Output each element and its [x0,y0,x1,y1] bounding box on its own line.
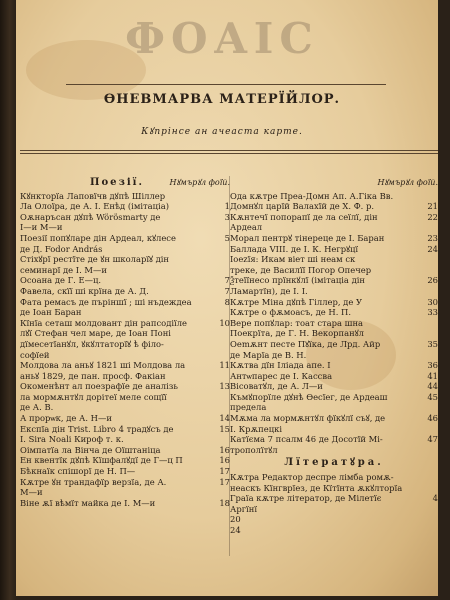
toc-entry-title: Поезії поп⁠ꙋларе дін Ардеал, кꙋлесе де Д. Fodor András [20,232,176,254]
toc-entry [20,445,230,456]
toc-entry [20,212,230,233]
page-number-label: Нꙋмърꙋл фоїй. [377,178,438,187]
toc-entry [230,392,438,413]
toc-entry [20,254,230,275]
toc-entry [20,477,230,498]
toc-entry-title: Ла Олоїра, де А. І. Енѣд (імітаціа) [20,201,169,212]
toc-entry [20,286,230,297]
toc-entry-page: 26 [427,275,438,286]
toc-entry [20,466,230,477]
section-title-poems: Поезії. [90,177,144,188]
toc-entry-title: Ода кѫтре Преа-Домн Ап. А.Гіка Вв. [230,190,394,201]
toc-entry [20,413,230,424]
toc-entry-title: Молдова ла аньꙋ 1821 ші Молдова ла аньꙋ 1829, де пан. просф. Факіан [20,360,186,381]
toc-entry-page: 5 [224,232,230,243]
toc-entry-page: 16 [219,444,230,455]
toc-entry-page: 17 [219,476,230,487]
toc-entry [230,434,438,455]
toc-entry [230,254,438,275]
toc-entry-page: 18 [219,497,230,508]
toc-entry [230,339,438,360]
toc-entry-page: 46 [427,413,438,424]
toc-entry-page: 15 [219,423,230,434]
toc-entry [230,371,438,382]
toc-entry-page [216,191,230,202]
toc-entry [20,275,230,286]
toc-entry-title: Окоменѣнт ал поезрафїе де аналізь ла мормѫнтꙋл дорітеї меле сощїї де А. В. [20,381,178,413]
right-column [230,178,438,536]
toc-entry-title: Віне ѫї вѣмїт маӥка де І. М—и [20,497,156,508]
toc-entry-title: Іоеzїя: Икам віет ші неам ск треке, де Василїї Погор Опечер [230,254,372,275]
toc-entry-title: Бѣкнаїк спішорї де Н. П— [20,466,136,477]
toc-entry [230,297,438,308]
toc-entry-page: 14 [219,413,230,424]
toc-entry-page: 8 [224,296,230,307]
toc-entry-page: 3 [224,211,230,222]
toc-entry-title: Катїєма 7 псалм 46 де Досотїй Мі- трополїтꙋл [230,434,383,455]
toc-entry-page: 44 [427,381,438,392]
toc-entry-page: 10 [219,317,230,328]
page-number-label: Нꙋмърꙋл фоїй. [169,178,230,187]
book-binding [0,0,16,600]
toc-entry [20,360,230,381]
toc-entry [20,297,230,318]
toc-entry-page: 11 [219,360,230,371]
toc-entry-page: 23 [427,232,438,243]
toc-entry-title: Кѫтра Редактор деспре лімба ромѫ- неаскъ Кїнгврїез, де Кїтїнта ѫкꙋлторїа [230,472,403,493]
header-rule [20,153,438,154]
toc-entry [230,381,438,392]
toc-page-number: 24 [230,525,241,535]
toc-entry-title: Кѫтре Міна дꙋпѣ Гіллер, де У [230,296,363,307]
toc-entry-title: Кѫтва дїн Іліада апе. І [230,360,331,371]
toc-entry-page [422,318,438,339]
toc-entry [20,424,230,445]
toc-entry-title: Фавела, скїї ші крїна де А. Д. [20,285,149,296]
toc-entry-title: Кꙋнкторїа Лаповїчв дꙋпѣ Шіллер [20,190,166,201]
toc-entry-page: 4 [432,493,438,504]
toc-entry-page: 22 [427,211,438,222]
toc-entry [230,493,438,514]
right-entry-list-2 [230,472,438,536]
toc-entry-title: Оеmѫнт песте Пꙋїка, де Лрд. Айр де Марїа де В. Н. [230,338,381,360]
toc-entry [20,455,230,466]
toc-entry-title: Антѡпарес де І. Кассва [230,370,333,381]
left-column [20,178,230,508]
toc-entry [230,275,438,296]
toc-entry-page: 41 [427,370,438,381]
toc-entry-page [422,191,438,202]
toc-entry-page [422,254,438,275]
toc-entry-page: 36 [427,360,438,371]
toc-entry-page: 21 [427,201,438,212]
toc-entry-title: Ѯтеїїнесо прїнкꙋлї (імітаціа дін Ламартїн), де І. І. [230,275,366,296]
toc-entry-title: Ен квентїк дꙋпѣ Кїшфалꙋдї де Г—ц П [20,455,183,466]
document-page [6,0,438,596]
toc-entry [20,381,230,413]
toc-entry-page: 35 [427,338,438,349]
toc-page-number: 20 [230,514,241,525]
toc-entry-title: А прорѡк, де А. Н—и [20,413,112,424]
masthead: ФОАІС [125,14,319,63]
toc-entry-page: 17 [219,466,230,477]
toc-entry [230,472,438,493]
left-entry-list [20,191,230,509]
right-entry-list [230,191,438,456]
toc-entry-title: Осоана де Г. Е—ц. [20,275,102,286]
toc-entry-page: 7 [224,285,230,296]
toc-entry-title: Оѫнаръсан дꙋпѣ Wörösmarty де І—и М—и [20,211,161,233]
toc-entry-title: Стіхꙋрї рестїте де ꙋн школарїꙋ дін семинарї де І. М—и [20,254,170,275]
section-title-literature: Лїтератꙋра. [284,457,384,469]
toc-entry [230,233,438,244]
toc-entry-title: Фата ремасъ де пъріншї ; ші нъдеждеа де Іоан Баран [20,296,192,318]
toc-entry-page: 24 [427,243,438,254]
toc-entry-title: Кѫнтечї попорапї де ла сеїлї, дін Ардеал [230,211,378,233]
toc-entry-page: 33 [427,307,438,318]
toc-entry-page: 47 [427,434,438,445]
toc-entry-title: Домнꙋл царїй Валахїй де Х. Ф. р. [230,201,374,212]
toc-entry-page [216,254,230,275]
toc-entry-page: 45 [427,391,438,402]
page-subtitle: Кꙋпрінсе ан ачеаста карте. [141,127,303,137]
toc-entry-title: Морал пентрꙋ тінереце де І. Баран [230,232,385,243]
toc-entry-page [422,472,438,493]
toc-entry [20,201,230,212]
toc-entry [230,360,438,371]
title-rule [66,84,386,85]
toc-entry-title: Кѫтре ꙋн трандафїр верзїа, де А. М—и [20,476,167,498]
toc-entry [20,191,230,202]
toc-entry-title: Вере попꙋлар: тоат стара шна Поекрїта, де Г. Н. Векорпанꙋл [230,317,364,339]
toc-entry-page: 30 [427,296,438,307]
toc-entry-title: Къмꙋпорїле дꙋнѣ Ѳесїег, де Ардеаш предела [230,391,388,413]
toc-entry-page: 16 [219,455,230,466]
toc-entry-page: 1 [224,201,230,212]
toc-entry-page: 13 [219,381,230,392]
header-rule [20,150,438,151]
toc-entry [230,413,438,434]
toc-entry [20,318,230,360]
toc-entry [20,233,230,254]
toc-entry [230,191,438,202]
page-title: ѲНЕВМАРВА МАТЕРЇЙЛОР. [103,92,341,107]
toc-entry-title: Експїа дін Trist. Libro 4 традꙋсъ де І. Sira Noali Кироф т. к. [20,423,174,445]
toc-entry-title: Кїнїа сеташ молдовант дін рапсодіїле лꙋї Стефан чел маре, де Іоан Поні дїмесетїанꙋл, ꙋкꙋлтаторїꙋ ѣ філо- софїей [20,317,187,360]
toc-entry [230,201,438,212]
toc-entry [230,244,438,255]
toc-entry [230,318,438,339]
toc-entry-title: Оімпатїа ла Вінча де Оїштаніца [20,444,161,455]
toc-entry-title: Баллада VIII. де І. К. Негрꙋцї [230,243,359,254]
toc-entry [230,307,438,318]
toc-entry-title: Граїа кѫтре літератор, де Mілетїє Аргїнї [230,493,382,514]
toc-entry-title: Вісоватꙋл, де А. Л—и [230,381,323,392]
toc-entry-title: Мѫма ла мормѫнтꙋл фїкꙋлї съꙋ, де І. Крѫпецкі [230,413,386,434]
toc-entry-page: 7 [224,275,230,286]
toc-entry [20,498,230,509]
toc-entry-title: Кѫтре о фѫмоасъ, де Н. П. [230,307,352,318]
toc-entry [230,212,438,233]
